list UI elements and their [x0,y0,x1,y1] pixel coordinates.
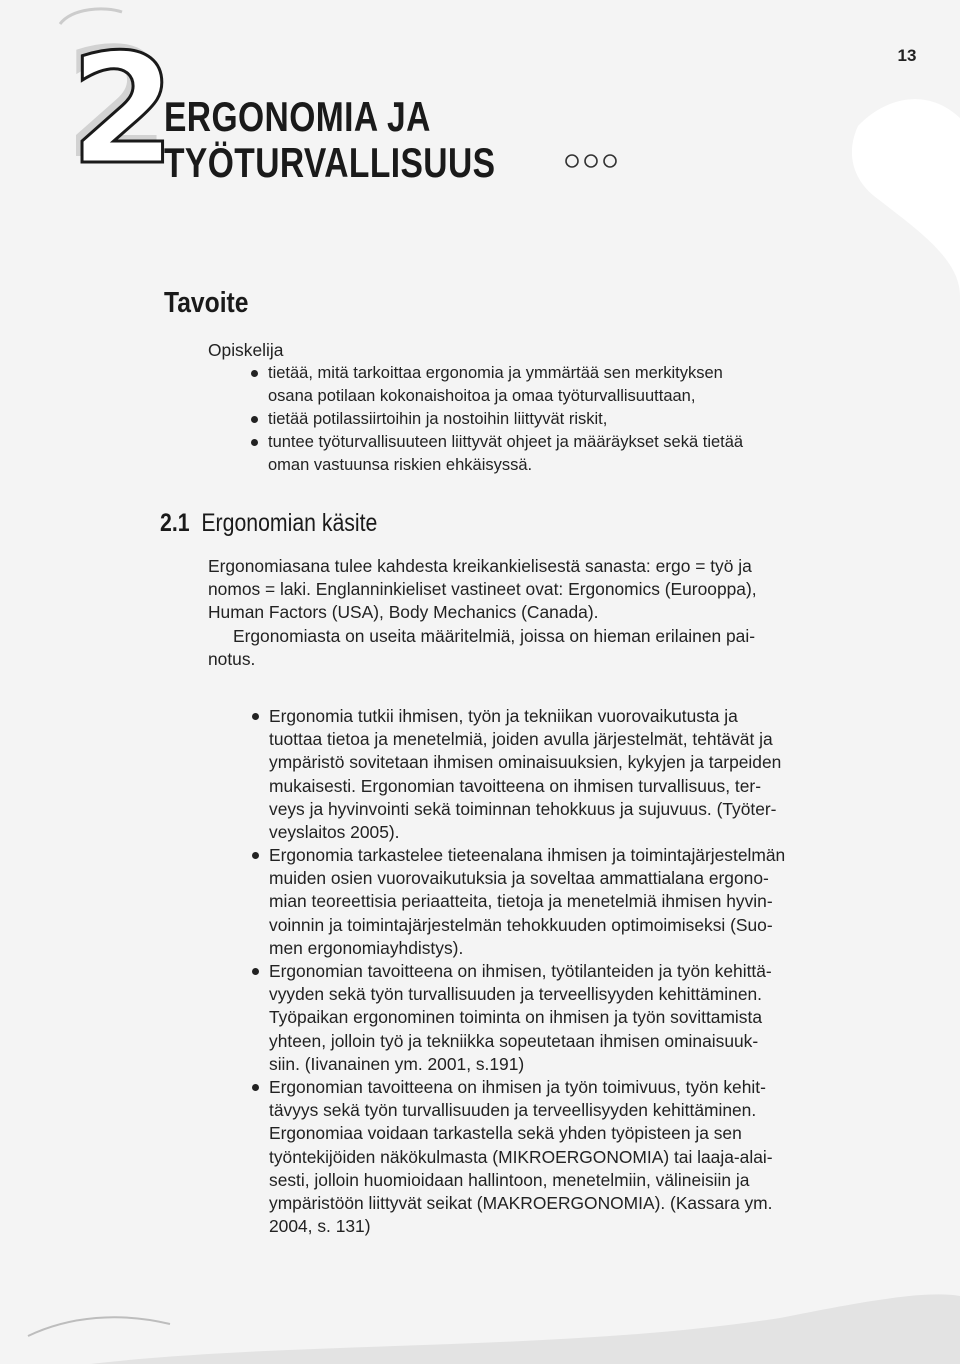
definition-item [269,705,781,844]
definition-line: 2004, s. 131) [269,1216,371,1237]
definition-line: tävyys sekä työn turvallisuuden ja terveellisyyden kehittäminen. [269,1100,757,1121]
objective-item [268,431,743,477]
definition-line: Ergonomian tavoitteena on ihmisen, työtilanteiden ja työn kehittä- [269,961,772,981]
subsection-heading [160,509,377,538]
objective-line: osana potilaan kokonaishoitoa ja omaa työturvallisuuttaan, [268,387,696,406]
intro-line: Human Factors (USA), Body Mechanics (Canada). [208,602,599,623]
objective-line: tietää potilassiirtoihin ja nostoihin liittyvät riskit, [268,410,608,428]
subsection-number: 2.1 [160,509,190,537]
definition-line: sesti, jolloin huomioidaan hallintoon, menetelmiin, välineisiin ja [269,1169,750,1190]
section-intro [208,555,757,671]
definition-line: vyyden sekä työn turvallisuuden ja terveellisyyden kehittäminen. [269,984,763,1005]
objective-item [268,362,723,408]
chapter-title [164,94,495,186]
definition-line: men ergonomiayhdistys). [269,937,464,958]
objectives-intro: Opiskelija [208,340,284,360]
intro-line: Ergonomiasta on useita määritelmiä, joissa on hieman erilainen pai- [233,625,755,646]
definition-line: ympäristöön liittyvät seikat (MAKROERGONOMIA). (Kassara ym. [269,1193,773,1214]
objective-line: tuntee työturvallisuuteen liittyvät ohjeet ja määräykset sekä tietää [268,433,744,451]
intro-line: nomos = laki. Englanninkieliset vastineet ovat: Ergonomics (Eurooppa), [208,579,757,600]
page-number: 13 [897,46,917,65]
definition-line: Työpaikan ergonominen toiminta on ihmisen ja työn sovittamista [269,1007,762,1028]
definition-line: mian teoreettisia periaatteita, tietoja ja menetelmiä ihmisen hyvin- [269,891,773,912]
definition-line: voinnin ja toimintajärjestelmän tehokkuuden optimoimiseksi (Suo- [269,914,773,935]
definition-line: Ergonomia tarkastelee tieteenalana ihmisen ja toimintajärjestelmän [269,845,786,865]
definition-line: ympäristö sovitetaan ihmisen ominaisuuksien, kykyjen ja tarpeiden [269,752,782,773]
intro-line: notus. [208,648,256,669]
definition-line: veyslaitos 2005). [269,822,400,843]
definition-item [269,1076,773,1238]
definition-line: veys ja hyvinvointi sekä toiminnan tehokkuus ja sujuvuus. (Työter- [269,798,777,819]
definition-line: muiden osien vuorovaikutuksia ja soveltaa ammattialana ergono- [269,868,769,889]
decorative-circles-icon [562,150,622,174]
chapter-title-line-1: ERGONOMIA JA [164,93,431,140]
definition-line: työntekijöiden näkökulmasta (MIKROERGONOMIA) tai laaja-alai- [269,1146,773,1167]
definition-item [269,844,785,960]
chapter-number: 2 [70,21,172,198]
definition-line: Ergonomian tavoitteena on ihmisen ja työn toimivuus, työn kehit- [269,1077,766,1097]
definition-line: tuottaa tietoa ja menetelmiä, joiden avulla järjestelmät, tehtävät ja [269,729,773,750]
definition-item [269,960,772,1076]
definition-line: siin. (Iivanainen ym. 2001, s.191) [269,1053,525,1074]
objective-line: tietää, mitä tarkoittaa ergonomia ja ymmärtää sen merkityksen [268,364,723,382]
chapter-title-line-2: TYÖTURVALLISUUS [164,139,496,186]
objective-line: oman vastuunsa riskien ehkäisyssä. [268,456,533,475]
subsection-title: Ergonomian käsite [201,509,378,537]
objective-item [268,408,607,431]
definition-line: yhteen, jolloin työ ja tekniikka sopeutetaan ihmisen ominaisuuk- [269,1030,759,1051]
intro-line: Ergonomiasana tulee kahdesta kreikankielisestä sanasta: ergo = työ ja [208,556,752,576]
definition-line: Ergonomiaa voidaan tarkastella sekä yhden työpisteen ja sen [269,1123,742,1144]
definition-line: mukaisesti. Ergonomian tavoitteena on ihmisen turvallisuus, ter- [269,775,761,796]
definition-line: Ergonomia tutkii ihmisen, työn ja tekniikan vuorovaikutusta ja [269,706,738,726]
objectives-heading: Tavoite [164,287,249,319]
